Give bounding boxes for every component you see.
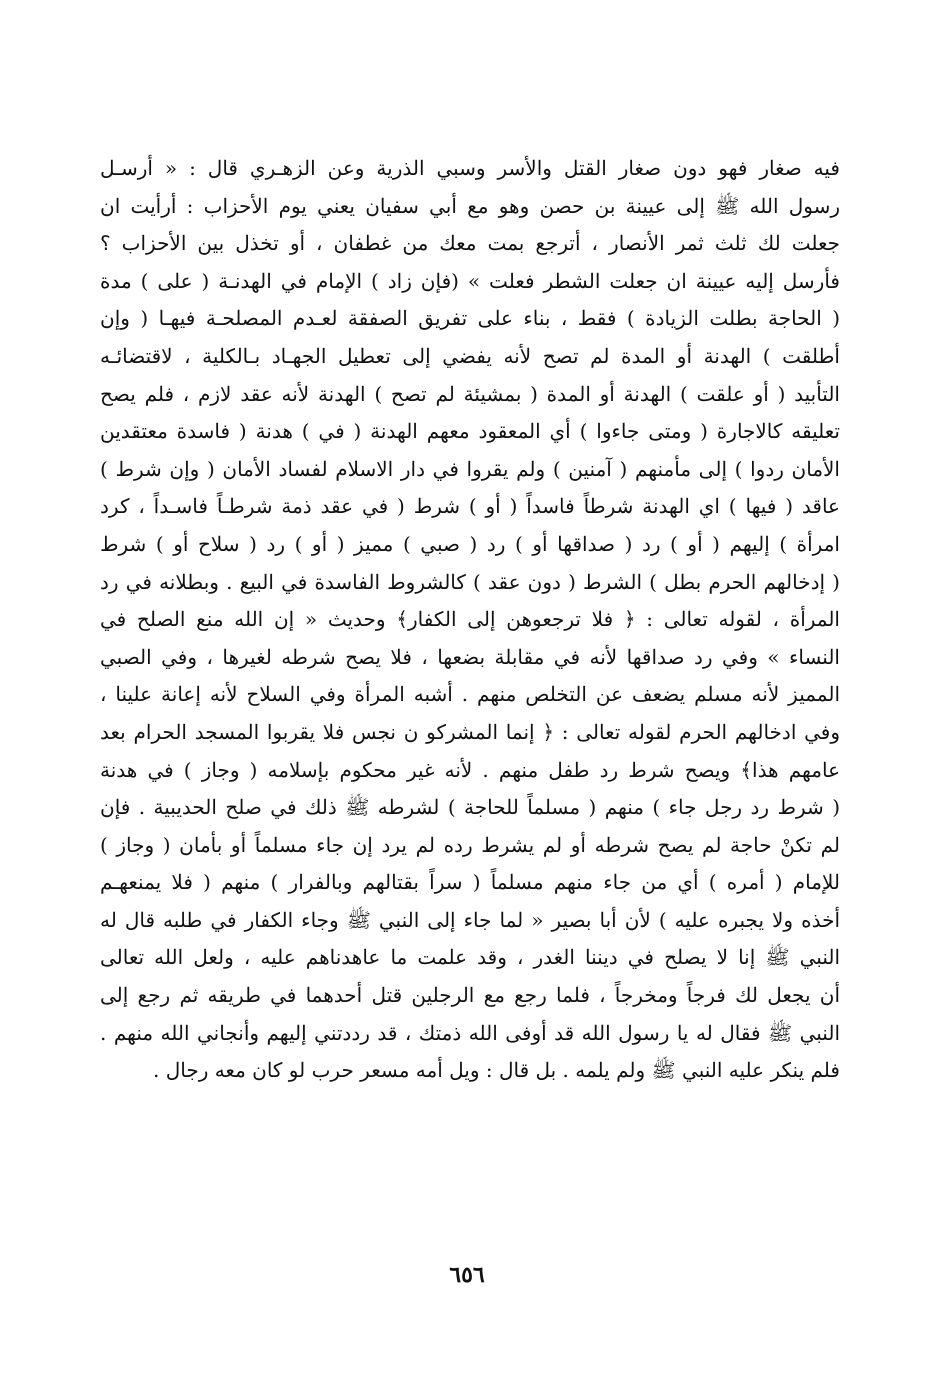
text-line: فلم ينكر عليه النبي ﷺ ولم يلمه . بل قال : ويل أمه مسعر حرب لو كان معه رجال . xyxy=(152,1058,840,1083)
text-line: لم تكنْ حاجة لم يصح شرطه أو لم يشرط رده لم يرد إن جاء مسلماً أو بأمان ( وجاز ) xyxy=(100,832,840,857)
text-line: تعليقه كالاجارة ( ومتى جاءوا ) أي المعقود معهم الهدنة ( في ) هدنة ( فاسدة معتقدين xyxy=(100,419,840,444)
text-line: النبي ﷺ إنا لا يصلح في ديننا الغدر ، وقد علمت ما عاهدناهم عليه ، ولعل الله تعالى xyxy=(100,945,840,970)
text-line: فيه صغار فهو دون صغار القتل والأسر وسبي الذرية وعن الزهـري قال : « أرسـل xyxy=(100,156,840,180)
text-line: امرأة ) إليهم ( أو ) رد ( صداقها أو ) رد ( صبي ) مميز ( أو ) رد ( سلاح أو ) شرط xyxy=(100,531,840,556)
text-line: أن يجعل لك فرجاً ومخرجاً ، فلما رجع مع الرجلين قتل أحدهما في طريقه ثم رجع إلى xyxy=(100,983,840,1008)
text-line: المرأة ، لقوله تعالى : ﴿ فلا ترجعوهن إلى الكفار﴾ وحديث « إن الله منع الصلح في xyxy=(100,607,840,632)
text-line: جعلت لك ثلث ثمر الأنصار ، أترجع بمت معك من غطفان ، أو تخذل بين الأحزاب ؟ xyxy=(100,231,840,256)
text-line: ( الحاجة بطلت الزيادة ) فقط ، بناء على تفريق الصفقة لعـدم المصلحـة فيهـا ( وإن xyxy=(100,306,840,331)
text-line: فأرسل إليه عيينة ان جعلت الشطر فعلت » (فإن زاد ) الإمام في الهدنـة ( على ) مدة xyxy=(100,268,840,293)
body-text xyxy=(100,150,840,1090)
text-line: رسول الله ﷺ إلى عيينة بن حصن وهو مع أبي سفيان يعني يوم الأحزاب : أرأيت ان xyxy=(100,193,840,218)
text-line: ( إدخالهم الحرم بطل ) الشرط ( دون عقد ) كالشروط الفاسدة في البيع . وبطلانه في رد xyxy=(100,569,840,594)
text-line: أطلقت ) الهدنة أو المدة لم تصح لأنه يفضي إلى تعطيل الجهـاد بـالكلية ، لاقتضائـه xyxy=(100,343,840,368)
text-line: النبي ﷺ فقال له يا رسول الله قد أوفى الله ذمتك ، قد رددتني إليهم وأنجاني الله منهم . xyxy=(100,1020,840,1045)
text-line: عاقد ( فيها ) اي الهدنة شرطاً فاسداً ( أو ) شرط ( في عقد ذمة شرطـاً فاسـداً ، كرد xyxy=(100,494,840,519)
text-line: عامهم هذا﴾ ويصح شرط رد طفل منهم . لأنه غير محكوم بإسلامه ( وجاز ) في هدنة xyxy=(100,757,840,782)
text-line: وفي ادخالهم الحرم لقوله تعالى : ﴿ إنما المشركو ن نجس فلا يقربوا المسجد الحرام بعد xyxy=(100,719,840,744)
page-number: ٦٥٦ xyxy=(449,1262,485,1288)
text-line: المميز لأنه مسلم يضعف عن التخلص منهم . أشبه المرأة وفي السلاح لأنه إعانة علينا ، xyxy=(100,682,840,707)
text-line: التأبيد ( أو علقت ) الهدنة أو المدة ( بمشيئة لم تصح ) الهدنة لأنه عقد لازم ، فلم يصح xyxy=(100,381,840,406)
text-line: أخذه ولا يجبره عليه ) لأن أبا بصير « لما جاء إلى النبي ﷺ وجاء الكفار في طلبه قال له xyxy=(100,907,840,932)
text-line: الأمان ردوا ) إلى مأمنهم ( آمنين ) ولم يقروا في دار الاسلام لفساد الأمان ( وإن شرط ) xyxy=(100,456,840,481)
text-line: النساء » وفي رد صداقها لأنه في مقابلة بضعها ، فلا يصح شرطه لغيرها ، وفي الصبي xyxy=(100,644,840,669)
text-line: ( شرط رد رجل جاء ) منهم ( مسلماً للحاجة ) لشرطه ﷺ ذلك في صلح الحديبية . فإن xyxy=(100,795,840,820)
text-line: للإمام ( أمره ) أي من جاء منهم مسلماً ( سراً بقتالهم وبالفرار ) منهم ( فلا يمنعهـم xyxy=(100,870,840,895)
